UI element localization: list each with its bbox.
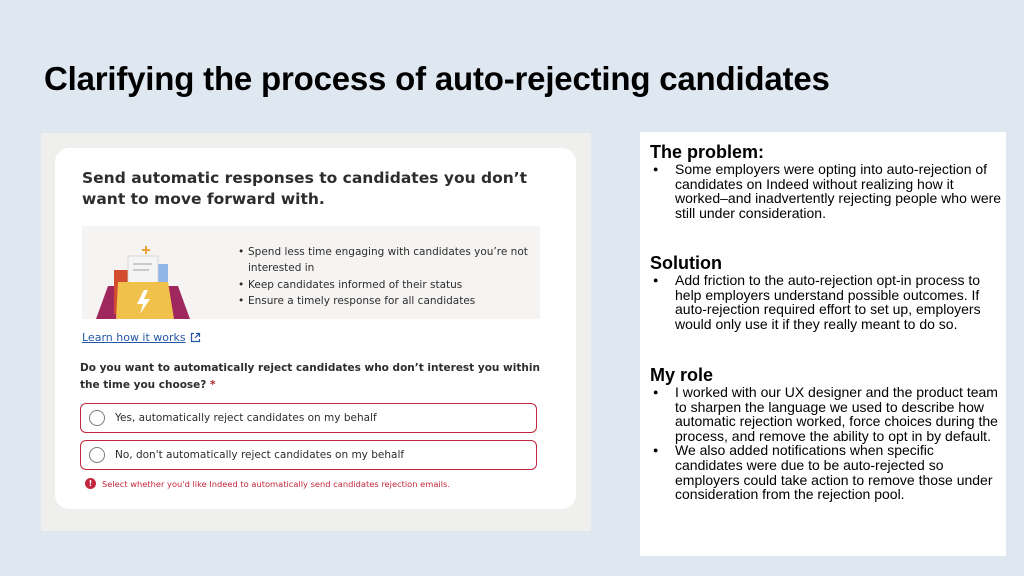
list-item: ● Some employers were opting into auto-rejection of candidates on Indeed without realizing how it worked–and inadvertently rejecting people who were still under consideration.: [652, 162, 1002, 220]
solution-list: [652, 273, 1002, 331]
benefit-item: • Spend less time engaging with candidates you’re not interested in: [238, 244, 538, 277]
slide-title: Clarifying the process of auto-rejecting candidates: [44, 60, 830, 97]
form-screenshot: [41, 133, 591, 531]
error-message: Select whether you'd like Indeed to automatically send candidates rejection emails.: [102, 478, 450, 489]
external-link-icon: [190, 332, 201, 343]
role-list: [652, 385, 1002, 502]
error-icon: !: [85, 478, 96, 489]
option-no-radio[interactable]: [80, 440, 537, 470]
benefit-list: [238, 244, 538, 310]
auto-reject-card: [55, 148, 576, 509]
radio-circle-icon: [89, 447, 105, 463]
solution-heading: Solution: [650, 253, 722, 273]
notes-panel: [640, 132, 1006, 556]
learn-link-label: Learn how it works: [82, 331, 186, 344]
problem-heading: The problem:: [650, 142, 765, 162]
problem-list: [652, 162, 1002, 220]
auto-reject-question: [80, 360, 560, 394]
benefit-item: • Ensure a timely response for all candidates: [238, 293, 538, 309]
option-no-label: No, don't automatically reject candidates on my behalf: [115, 449, 405, 461]
list-item: ● I worked with our UX designer and the product team to sharpen the language we used to describe how automatic rejection worked, force choices during the process, and remove the ability to opt in by default.: [652, 385, 1002, 443]
role-heading: My role: [650, 365, 714, 385]
benefit-item: • Keep candidates informed of their status: [238, 277, 538, 293]
required-mark: *: [210, 379, 216, 391]
validation-error: [85, 478, 450, 489]
list-item: ● We also added notifications when specific candidates were due to be auto-rejected so employers could take action to remove those under consideration from the rejection pool.: [652, 443, 1002, 501]
benefits-box: [82, 226, 540, 319]
option-yes-radio[interactable]: [80, 403, 537, 433]
radio-circle-icon: [89, 410, 105, 426]
learn-how-it-works-link[interactable]: [82, 331, 201, 344]
folder-illustration-icon: [94, 242, 190, 319]
list-item: ● Add friction to the auto-rejection opt-in process to help employers understand possible outcomes. If auto-rejection required effort to set up, employers would only use it if they really meant to do so.: [652, 273, 1002, 331]
card-heading: Send automatic responses to candidates you don’t want to move forward with.: [82, 169, 528, 208]
question-text: Do you want to automatically reject candidates who don’t interest you within the time you choose?: [80, 362, 540, 391]
option-yes-label: Yes, automatically reject candidates on my behalf: [115, 412, 377, 424]
